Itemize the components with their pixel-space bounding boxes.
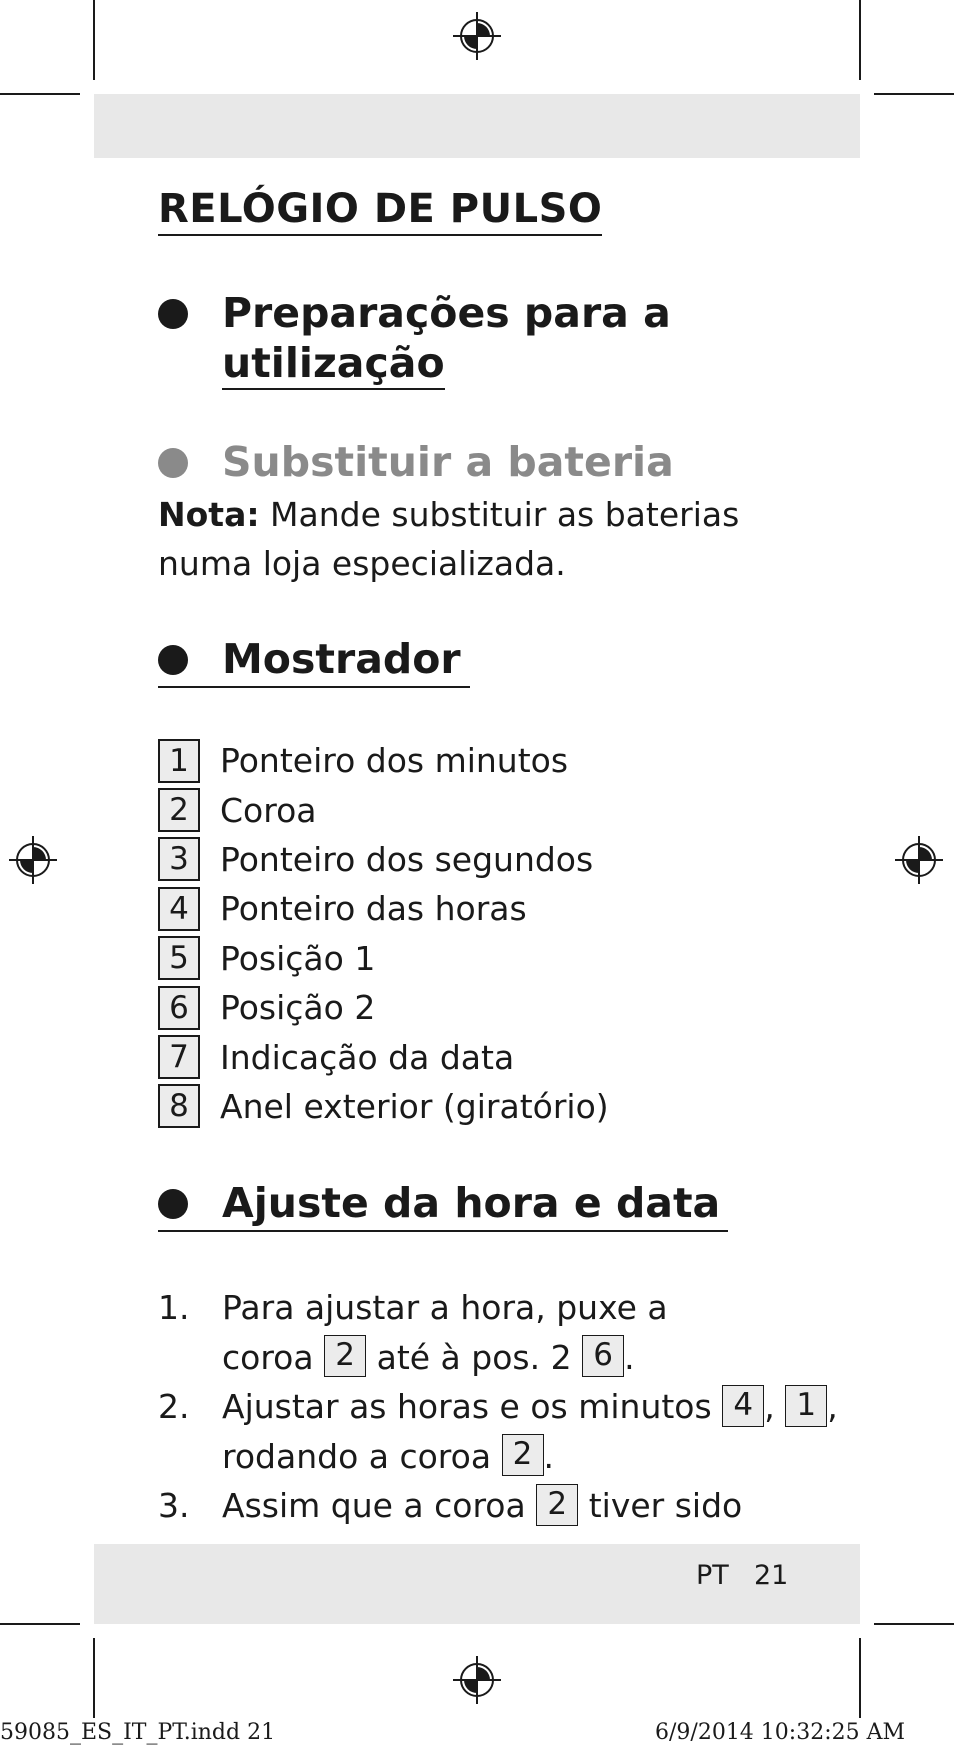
text-run: coroa	[222, 1337, 314, 1377]
footer-language: PT	[696, 1560, 729, 1591]
crop-mark-bottom-left-vertical	[93, 1638, 95, 1718]
registration-mark-left-icon	[7, 834, 59, 886]
battery-note	[158, 490, 798, 588]
slug-filename: 59085_ES_IT_PT.indd 21	[0, 1720, 276, 1745]
item-label: Posição 1	[220, 938, 376, 978]
heading-line-1: Preparações para a	[222, 289, 671, 337]
registration-mark-right-icon	[893, 834, 945, 886]
section-heading-preparation	[158, 288, 671, 390]
crop-mark-bottom-right-vertical	[859, 1638, 861, 1718]
step-3-line-1	[158, 1481, 818, 1531]
ref-box: 2	[324, 1335, 366, 1377]
step-number: 3.	[158, 1486, 190, 1525]
crop-mark-bottom-left-horizontal	[0, 1623, 80, 1625]
list-item	[158, 884, 609, 933]
adjust-steps-list	[158, 1283, 838, 1531]
list-item	[158, 785, 609, 834]
ref-box: 6	[582, 1335, 624, 1377]
item-label: Coroa	[220, 790, 317, 830]
text-run: tiver sido	[588, 1486, 743, 1525]
slug-datetime: 6/9/2014 10:32:25 AM	[655, 1720, 906, 1745]
text-run: rodando a coroa	[222, 1436, 492, 1476]
step-text: Para ajustar a hora, puxe a	[222, 1288, 668, 1327]
crop-mark-bottom-right-horizontal	[874, 1623, 954, 1625]
ref-box: 4	[722, 1385, 764, 1427]
note-text-2: numa loja especializada.	[158, 544, 566, 583]
text-run: .	[543, 1436, 555, 1476]
step-2-line-1	[158, 1382, 838, 1432]
text-run: .	[624, 1337, 635, 1377]
step-2-line-2	[158, 1432, 818, 1482]
number-box: 6	[158, 986, 200, 1030]
page-number: 21	[754, 1560, 789, 1591]
crop-mark-top-right-horizontal	[874, 93, 954, 95]
step-text	[222, 1382, 838, 1432]
list-item	[158, 835, 609, 884]
number-box: 5	[158, 936, 200, 980]
footer-band	[94, 1544, 860, 1624]
heading-text: Mostrador	[222, 635, 461, 683]
text-run: ,	[764, 1387, 775, 1426]
step-text	[222, 1481, 742, 1531]
header-band	[94, 94, 860, 158]
heading-text: Substituir a bateria	[222, 438, 674, 486]
step-text	[222, 1333, 635, 1383]
bullet-icon	[158, 448, 188, 478]
step-number: 1.	[158, 1288, 190, 1327]
registration-mark-bottom-icon	[451, 1654, 503, 1706]
list-item	[158, 1082, 609, 1131]
ref-box: 2	[502, 1434, 544, 1476]
number-box: 3	[158, 837, 200, 881]
text-run: ,	[827, 1387, 838, 1426]
bullet-icon	[158, 1189, 188, 1219]
number-box: 4	[158, 887, 200, 931]
item-label: Anel exterior (giratório)	[220, 1086, 609, 1126]
bullet-icon	[158, 645, 188, 675]
text-run: até à pos. 2	[376, 1337, 572, 1377]
step-1-line-2	[158, 1333, 818, 1383]
number-box: 8	[158, 1084, 200, 1128]
list-item	[158, 934, 609, 983]
item-label: Posição 2	[220, 988, 376, 1028]
crop-mark-top-right-vertical	[859, 0, 861, 80]
section-heading-battery	[158, 437, 674, 487]
number-box: 2	[158, 788, 200, 832]
step-text	[222, 1432, 554, 1482]
dial-legend-list	[158, 736, 609, 1131]
section-heading-adjust	[158, 1178, 728, 1232]
page-title: RELÓGIO DE PULSO	[158, 186, 602, 236]
heading-text: Ajuste da hora e data	[222, 1179, 721, 1227]
step-1-line-1	[158, 1283, 818, 1333]
item-label: Ponteiro dos minutos	[220, 741, 569, 781]
note-label: Nota:	[158, 495, 260, 534]
item-label: Ponteiro dos segundos	[220, 839, 594, 879]
step-number: 2.	[158, 1387, 190, 1426]
item-label: Indicação da data	[220, 1037, 515, 1077]
text-run: Ajustar as horas e os minutos	[222, 1387, 712, 1426]
list-item	[158, 1032, 609, 1081]
ref-box: 1	[785, 1385, 827, 1427]
crop-mark-top-left-horizontal	[0, 93, 80, 95]
registration-mark-top-icon	[451, 10, 503, 62]
note-text-1: Mande substituir as baterias	[270, 495, 740, 534]
section-heading-dial	[158, 634, 470, 688]
bullet-icon	[158, 299, 188, 329]
item-label: Ponteiro das horas	[220, 889, 527, 929]
heading-line-2: utilização	[222, 338, 445, 390]
text-run: Assim que a coroa	[222, 1486, 526, 1525]
number-box: 1	[158, 739, 200, 783]
list-item	[158, 983, 609, 1032]
ref-box: 2	[536, 1484, 578, 1526]
number-box: 7	[158, 1035, 200, 1079]
crop-mark-top-left-vertical	[93, 0, 95, 80]
list-item	[158, 736, 609, 785]
